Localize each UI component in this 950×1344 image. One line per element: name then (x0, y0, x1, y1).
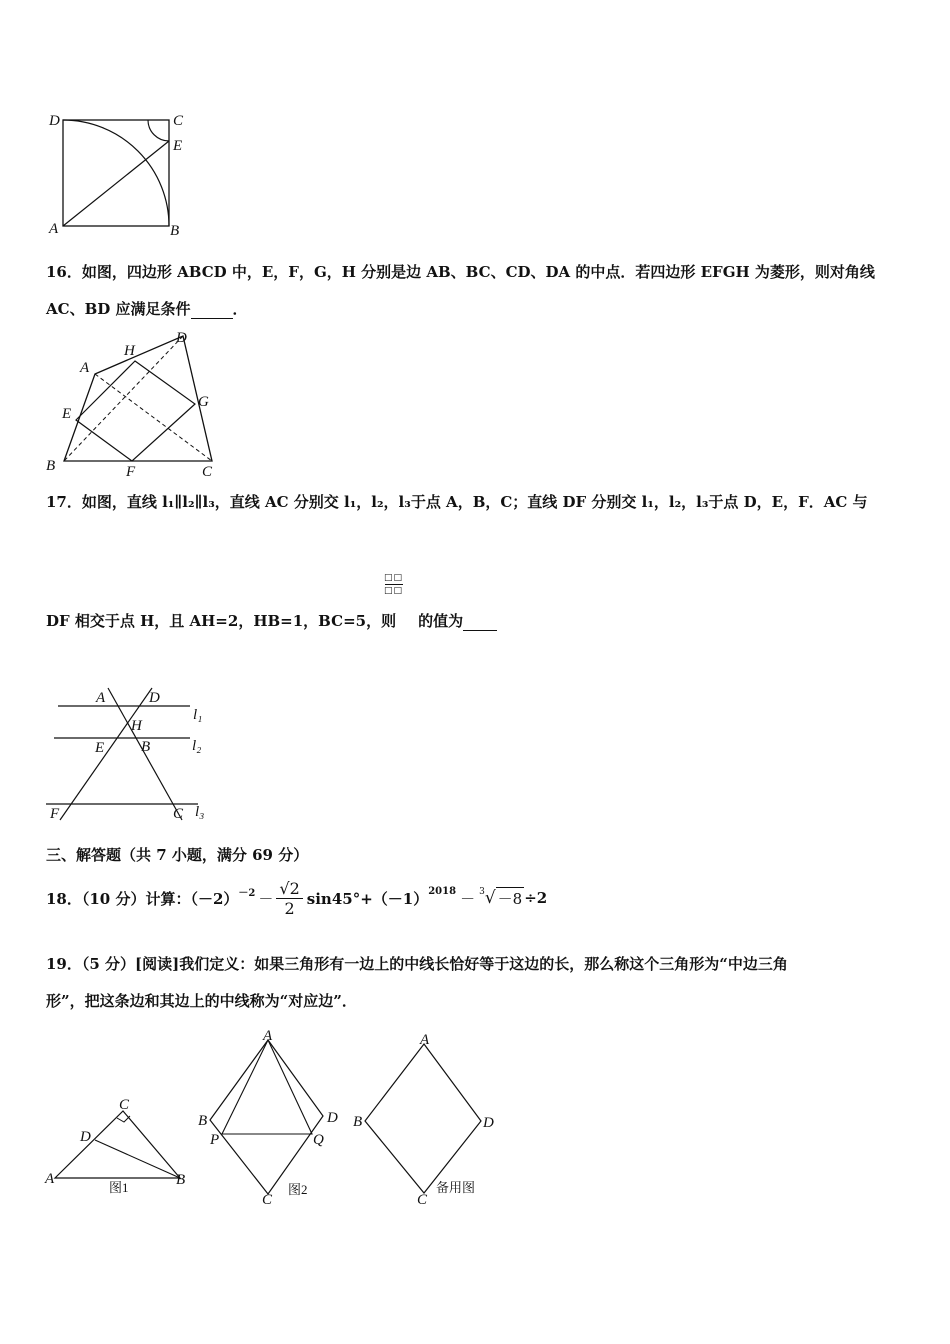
q16-line2-end: ． (232, 300, 248, 318)
label-d: D (49, 113, 60, 129)
q18-minus1: － (258, 889, 274, 908)
figure-q17-parallel-lines (40, 680, 220, 828)
label-f: F (126, 464, 136, 480)
placeholder-bottom: □□ (384, 586, 404, 596)
figure-q19 (40, 1028, 500, 1210)
q18-exp1: －2 (238, 887, 256, 899)
q16-line2-text: AC、BD 应满足条件 (46, 300, 191, 318)
label-c: C (119, 1097, 130, 1113)
triangle-abc (55, 1111, 180, 1178)
caption-fig2: 图2 (288, 1182, 308, 1197)
q18-frac-den: 2 (284, 898, 295, 918)
answer-blank (463, 612, 497, 631)
q18-root-index: 3 (479, 887, 485, 897)
q18-suffix: ÷2 (524, 889, 548, 907)
q18-mid: sin45°+（－1） (306, 889, 429, 908)
label-a: A (420, 1032, 430, 1048)
arc-small (148, 120, 169, 141)
figure-2-rhombus (198, 1028, 338, 1208)
label-a: A (263, 1028, 273, 1044)
label-f: F (50, 806, 60, 822)
label-b: B (141, 739, 151, 755)
label-l2: l₂ (192, 738, 202, 754)
rhombus-abcd-spare (365, 1044, 481, 1193)
label-e: E (173, 138, 183, 154)
label-b: B (176, 1172, 186, 1188)
label-a: A (45, 1171, 55, 1187)
label-a: A (49, 221, 59, 237)
figure-q16-quadrilateral (40, 328, 230, 480)
label-g: G (198, 394, 209, 410)
line-df (60, 688, 152, 820)
label-c: C (202, 464, 213, 480)
q18-minus2: － (460, 889, 476, 908)
rhombus-abcd (210, 1040, 323, 1194)
fraction-placeholder (384, 573, 403, 596)
label-d: D (149, 690, 160, 706)
arc-large (63, 120, 169, 226)
q17-line1: 17．如图，直线 l₁∥l₂∥l₃，直线 AC 分别交 l₁，l₂，l₃于点 A，B，C；直线 DF 分别交 l₁，l₂，l₃于点 D，E，F．AC 与 (46, 493, 868, 511)
label-d: D (483, 1115, 494, 1131)
q17-line2-b: 的值为 (418, 612, 464, 630)
segment-ae (63, 141, 169, 226)
label-b: B (170, 223, 180, 239)
triangle-apq (222, 1040, 312, 1134)
q18-prefix: 18．（10 分）计算：（－2） (46, 889, 239, 908)
q18-fraction (276, 879, 302, 918)
section-title: 三、解答题（共 7 小题，满分 69 分） (46, 846, 309, 864)
label-q: Q (313, 1132, 324, 1148)
label-c: C (262, 1192, 273, 1208)
label-c: C (173, 113, 184, 129)
figure-q15-square-arcs (40, 105, 200, 240)
label-c: C (417, 1192, 428, 1208)
answer-blank (191, 300, 233, 319)
label-d: D (176, 330, 187, 346)
q19-line1: 19．（5 分）[阅读]我们定义：如果三角形有一边上的中线长恰好等于这边的长，那么称这个三角形为“中边三角 (46, 955, 788, 973)
q17-line2 (46, 610, 497, 631)
placeholder-top: □□ (384, 573, 404, 583)
caption-fig1: 图1 (109, 1180, 129, 1195)
figure-spare-rhombus (353, 1032, 494, 1208)
label-d: D (327, 1110, 338, 1126)
radical-sign: √ (484, 888, 496, 908)
quad-abcd (64, 336, 212, 461)
label-b: B (198, 1113, 208, 1129)
label-l3: l₃ (195, 804, 205, 820)
q17-line2-a: DF 相交于点 H，且 AH=2，HB=1，BC=5，则 (46, 612, 397, 630)
label-b: B (353, 1114, 363, 1130)
q18-frac-num: √2 (276, 879, 302, 899)
label-b: B (46, 458, 56, 474)
segment-db (95, 1140, 180, 1178)
q18-exp2: 2018 (428, 885, 457, 897)
square-abcd (63, 120, 169, 226)
label-p: P (210, 1132, 220, 1148)
q19-line2: 形”，把这条边和其边上的中线称为“对应边”． (46, 992, 357, 1010)
q18-expression (46, 872, 547, 924)
q16-line2 (46, 298, 248, 319)
label-h: H (124, 343, 135, 359)
q16-line1: 16．如图，四边形 ABCD 中，E，F，G，H 分别是边 AB、BC、CD、DA 的中点．若四边形 EFGH 为菱形，则对角线 (46, 263, 875, 281)
figure-1-triangle (44, 1097, 185, 1195)
label-c: C (173, 806, 184, 822)
caption-spare: 备用图 (436, 1180, 476, 1195)
label-l1: l₁ (193, 707, 203, 723)
label-d: D (80, 1129, 91, 1145)
label-h: H (131, 718, 142, 734)
label-a: A (96, 690, 106, 706)
q18-root-body: －8 (496, 887, 525, 909)
placeholder-bar (385, 584, 403, 585)
label-e: E (62, 406, 72, 422)
label-a: A (80, 360, 90, 376)
label-e: E (95, 740, 105, 756)
